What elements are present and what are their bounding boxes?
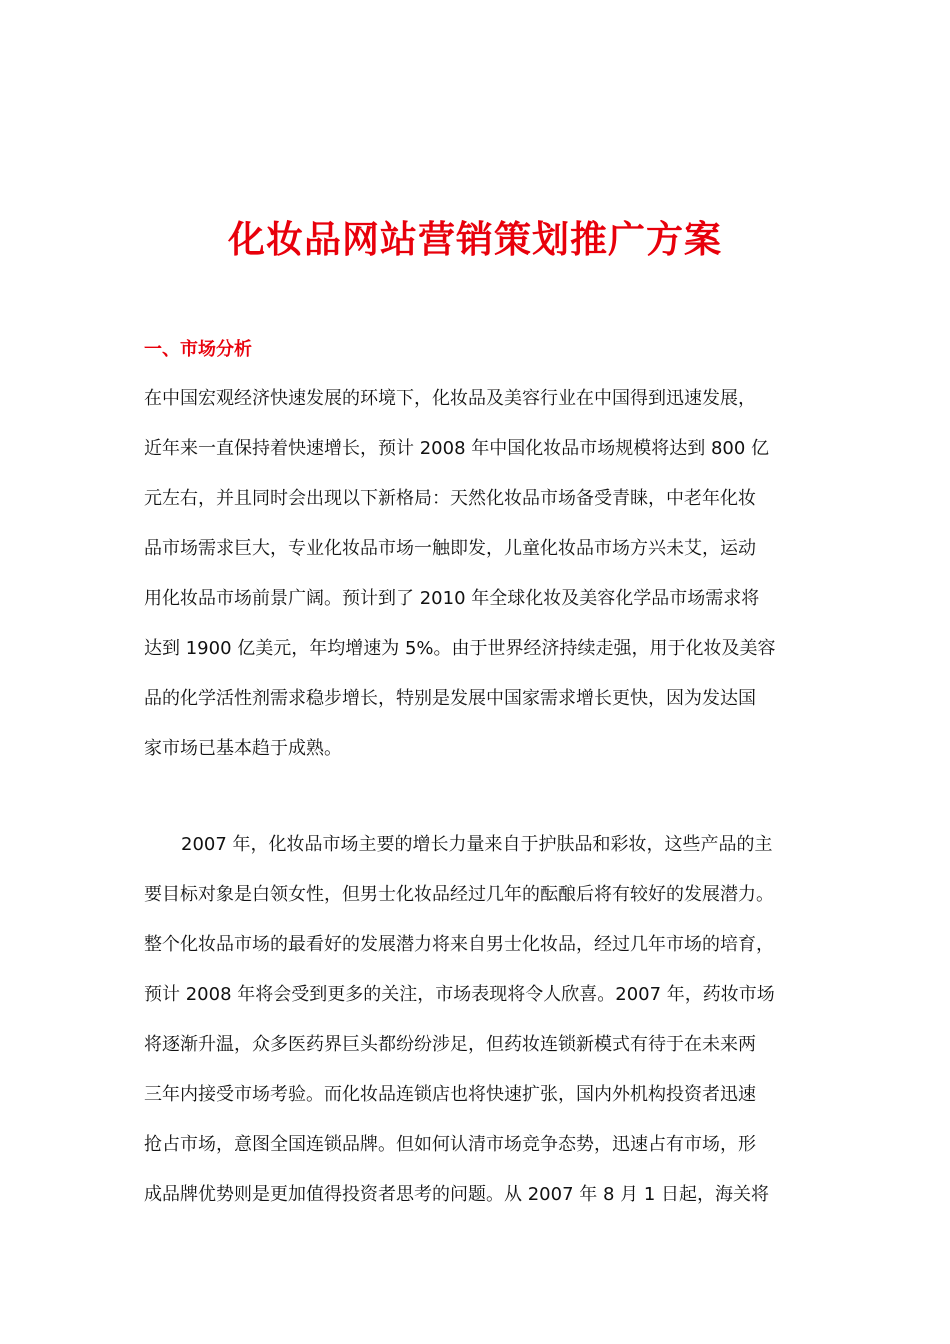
paragraph-line: 整个化妆品市场的最看好的发展潜力将来自男士化妆品，经过几年市场的培育， — [144, 934, 774, 955]
paragraph-line: 抢占市场，意图全国连锁品牌。但如何认清市场竞争态势，迅速占有市场，形 — [144, 1134, 756, 1155]
paragraph-line: 成品牌优势则是更加值得投资者思考的问题。从 2007 年 8 月 1 日起，海关将 — [144, 1184, 770, 1205]
paragraph-line: 品市场需求巨大，专业化妆品市场一触即发，儿童化妆品市场方兴未艾，运动 — [144, 538, 756, 559]
paragraph-line: 将逐渐升温，众多医药界巨头都纷纷涉足，但药妆连锁新模式有待于在未来两 — [144, 1034, 756, 1055]
document-title: 化妆品网站营销策划推广方案 — [228, 218, 722, 261]
paragraph-line: 近年来一直保持着快速增长，预计 2008 年中国化妆品市场规模将达到 800 亿 — [144, 438, 770, 459]
paragraph-line: 达到 1900 亿美元，年均增速为 5%。由于世界经济持续走强，用于化妆及美容 — [144, 638, 776, 659]
paragraph-line: 要目标对象是白领女性，但男士化妆品经过几年的酝酿后将有较好的发展潜力。 — [144, 884, 774, 905]
paragraph-line: 用化妆品市场前景广阔。预计到了 2010 年全球化妆及美容化学品市场需求将 — [144, 588, 760, 609]
section-heading-market-analysis: 一、市场分析 — [144, 339, 252, 360]
paragraph-line: 2007 年，化妆品市场主要的增长力量来自于护肤品和彩妆，这些产品的主 — [181, 834, 773, 855]
paragraph-market-overview — [144, 384, 824, 784]
paragraph-line: 元左右，并且同时会出现以下新格局：天然化妆品市场备受青睐，中老年化妆 — [144, 488, 756, 509]
paragraph-line: 三年内接受市场考验。而化妆品连锁店也将快速扩张，国内外机构投资者迅速 — [144, 1084, 756, 1105]
paragraph-line: 家市场已基本趋于成熟。 — [144, 738, 342, 759]
paragraph-line: 预计 2008 年将会受到更多的关注，市场表现将令人欣喜。2007 年，药妆市场 — [144, 984, 775, 1005]
paragraph-line: 在中国宏观经济快速发展的环境下，化妆品及美容行业在中国得到迅速发展， — [144, 388, 756, 409]
paragraph-2007-trends — [144, 830, 824, 1230]
paragraph-line: 品的化学活性剂需求稳步增长，特别是发展中国家需求增长更快，因为发达国 — [144, 688, 756, 709]
